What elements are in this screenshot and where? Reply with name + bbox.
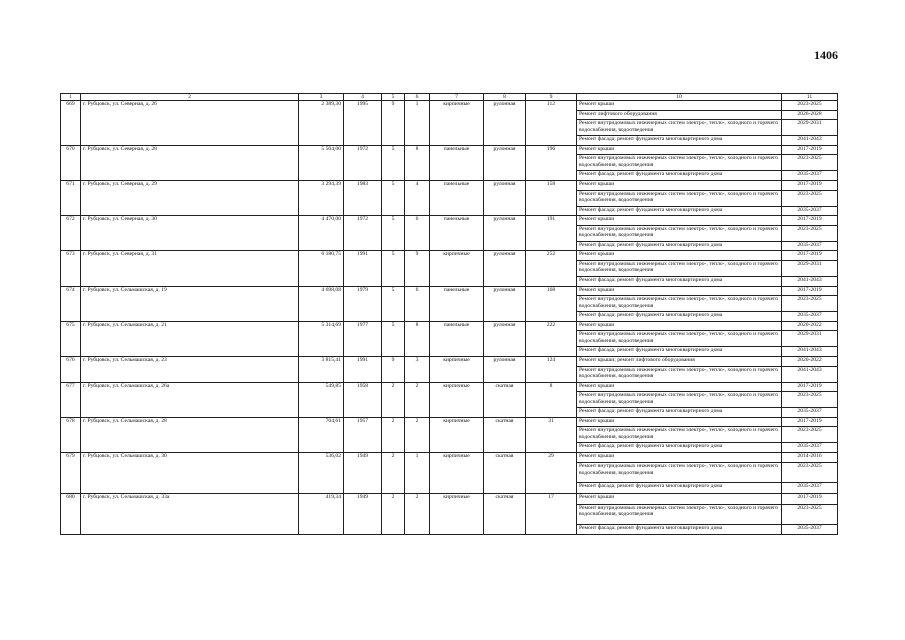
area-cell: 4 470,00: [299, 216, 344, 251]
area-cell: 2 389,30: [299, 101, 344, 146]
walls-cell: кирпичные: [430, 101, 484, 146]
table-body: [61, 94, 838, 535]
work-type-cell: Ремонт крыши: [577, 216, 782, 226]
work-type-cell: Ремонт фасада; ремонт фундамента многоквартирного дома: [577, 241, 782, 251]
table-row: [61, 180, 838, 190]
work-type-cell: Ремонт фасада; ремонт фундамента многоквартирного дома: [577, 483, 782, 494]
period-cell: 2023-2025: [782, 504, 838, 524]
work-type-cell: Ремонт внутридомовых инженерных систем электро-, тепло-, холодного и горячего водоснабжения, водоотведения: [577, 366, 782, 382]
table-row: [61, 251, 838, 261]
header-row: [61, 94, 838, 101]
year-cell: 1995: [344, 101, 382, 146]
period-cell: 2035-2037: [782, 206, 838, 216]
walls-cell: панельные: [430, 321, 484, 356]
work-type-cell: Ремонт крыши: [577, 251, 782, 261]
row-number: 669: [61, 101, 81, 146]
work-type-cell: Ремонт внутридомовых инженерных систем электро-, тепло-, холодного и горячего водоснабжения, водоотведения: [577, 260, 782, 276]
roof-cell: скатная: [484, 452, 526, 493]
work-type-cell: Ремонт крыши: [577, 145, 782, 155]
residents-cell: 124: [526, 356, 577, 382]
floors-cell: 9: [382, 356, 405, 382]
period-cell: 2017-2019: [782, 494, 838, 505]
residents-cell: 196: [526, 145, 577, 180]
floors-cell: 5: [382, 145, 405, 180]
work-type-cell: Ремонт крыши: [577, 286, 782, 296]
header-cell: 3: [299, 94, 344, 101]
work-type-cell: Ремонт крыши: [577, 452, 782, 463]
roof-cell: рулонная: [484, 356, 526, 382]
work-type-cell: Ремонт крыши: [577, 321, 782, 331]
row-number: 676: [61, 356, 81, 382]
period-cell: 2017-2019: [782, 216, 838, 226]
period-cell: 2017-2019: [782, 417, 838, 427]
table-row: [61, 452, 838, 463]
row-number: 670: [61, 145, 81, 180]
work-type-cell: Ремонт фасада; ремонт фундамента многоквартирного дома: [577, 206, 782, 216]
walls-cell: кирпичные: [430, 417, 484, 452]
period-cell: 2029-2031: [782, 260, 838, 276]
work-type-cell: Ремонт крыши: [577, 417, 782, 427]
period-cell: 2020-2022: [782, 356, 838, 366]
residents-cell: 29: [526, 452, 577, 493]
address-cell: г. Рубцовск, ул. Северная, д. 31: [81, 251, 299, 286]
row-number: 673: [61, 251, 81, 286]
work-type-cell: Ремонт фасада; ремонт фундамента многоквартирного дома: [577, 136, 782, 146]
entrances-cell: 1: [405, 452, 430, 493]
area-cell: 3 815,41: [299, 356, 344, 382]
floors-cell: 2: [382, 382, 405, 417]
capital-repair-table: [60, 93, 838, 535]
period-cell: 2035-2037: [782, 524, 838, 535]
year-cell: 1983: [344, 180, 382, 215]
period-cell: 2023-2025: [782, 296, 838, 312]
row-number: 671: [61, 180, 81, 215]
period-cell: 2017-2019: [782, 286, 838, 296]
area-cell: 549,85: [299, 382, 344, 417]
period-cell: 2017-2019: [782, 180, 838, 190]
year-cell: 1949: [344, 452, 382, 493]
work-type-cell: Ремонт внутридомовых инженерных систем электро-, тепло-, холодного и горячего водоснабжения, водоотведения: [577, 463, 782, 483]
period-cell: 2023-2025: [782, 427, 838, 443]
page-number: 1406: [814, 48, 838, 62]
work-type-cell: Ремонт крыши; ремонт лифтового оборудования: [577, 356, 782, 366]
period-cell: 2014-2016: [782, 452, 838, 463]
work-type-cell: Ремонт фасада; ремонт фундамента многоквартирного дома: [577, 312, 782, 322]
work-type-cell: Ремонт внутридомовых инженерных систем электро-, тепло-, холодного и горячего водоснабжения, водоотведения: [577, 427, 782, 443]
address-cell: г. Рубцовск, ул. Сельмашская, д. 23: [81, 356, 299, 382]
work-type-cell: Ремонт крыши: [577, 180, 782, 190]
work-type-cell: Ремонт внутридомовых инженерных систем электро-, тепло-, холодного и горячего водоснабжения, водоотведения: [577, 504, 782, 524]
area-cell: 3 294,39: [299, 180, 344, 215]
entrances-cell: 9: [405, 251, 430, 286]
floors-cell: 2: [382, 452, 405, 493]
roof-cell: скатная: [484, 382, 526, 417]
year-cell: 1957: [344, 417, 382, 452]
period-cell: 2023-2025: [782, 190, 838, 206]
roof-cell: рулонная: [484, 180, 526, 215]
entrances-cell: 3: [405, 356, 430, 382]
table-row: [61, 356, 838, 366]
floors-cell: 2: [382, 494, 405, 535]
address-cell: г. Рубцовск, ул. Сельмашская, д. 28: [81, 417, 299, 452]
period-cell: 2041-2043: [782, 276, 838, 286]
entrances-cell: 8: [405, 145, 430, 180]
table-row: [61, 494, 838, 505]
entrances-cell: 2: [405, 382, 430, 417]
entrances-cell: 8: [405, 321, 430, 356]
work-type-cell: Ремонт фасада; ремонт фундамента многоквартирного дома: [577, 171, 782, 181]
area-cell: 536,02: [299, 452, 344, 493]
work-type-cell: Ремонт внутридомовых инженерных систем электро-, тепло-, холодного и горячего водоснабжения, водоотведения: [577, 392, 782, 408]
period-cell: 2035-2037: [782, 483, 838, 494]
header-cell: 8: [484, 94, 526, 101]
roof-cell: рулонная: [484, 216, 526, 251]
work-type-cell: Ремонт фасада; ремонт фундамента многоквартирного дома: [577, 276, 782, 286]
address-cell: г. Рубцовск, ул. Сельмашская, д. 19: [81, 286, 299, 321]
year-cell: 1972: [344, 216, 382, 251]
residents-cell: 222: [526, 321, 577, 356]
year-cell: 1958: [344, 382, 382, 417]
work-type-cell: Ремонт внутридомовых инженерных систем электро-, тепло-, холодного и горячего водоснабжения, водоотведения: [577, 296, 782, 312]
roof-cell: скатная: [484, 494, 526, 535]
header-cell: 1: [61, 94, 81, 101]
header-cell: 5: [382, 94, 405, 101]
period-cell: 2023-2025: [782, 225, 838, 241]
work-type-cell: Ремонт внутридомовых инженерных систем электро-, тепло-, холодного и горячего водоснабжения, водоотведения: [577, 155, 782, 171]
floors-cell: 5: [382, 321, 405, 356]
address-cell: г. Рубцовск, ул. Сельмашская, д. 33а: [81, 494, 299, 535]
area-cell: 704,61: [299, 417, 344, 452]
table-row: [61, 417, 838, 427]
header-cell: 4: [344, 94, 382, 101]
address-cell: г. Рубцовск, ул. Северная, д. 30: [81, 216, 299, 251]
address-cell: г. Рубцовск, ул. Сельмашская, д. 26а: [81, 382, 299, 417]
roof-cell: скатная: [484, 417, 526, 452]
row-number: 677: [61, 382, 81, 417]
roof-cell: рулонная: [484, 321, 526, 356]
walls-cell: панельные: [430, 216, 484, 251]
floors-cell: 5: [382, 216, 405, 251]
residents-cell: 168: [526, 286, 577, 321]
row-number: 675: [61, 321, 81, 356]
walls-cell: кирпичные: [430, 494, 484, 535]
period-cell: 2041-2043: [782, 366, 838, 382]
period-cell: 2029-2031: [782, 331, 838, 347]
header-cell: 7: [430, 94, 484, 101]
area-cell: 5 314,69: [299, 321, 344, 356]
row-number: 678: [61, 417, 81, 452]
header-cell: 9: [526, 94, 577, 101]
row-number: 680: [61, 494, 81, 535]
walls-cell: кирпичные: [430, 452, 484, 493]
period-cell: 2023-2025: [782, 155, 838, 171]
period-cell: 2035-2037: [782, 443, 838, 453]
period-cell: 2041-2043: [782, 347, 838, 357]
table-row: [61, 101, 838, 111]
year-cell: 1949: [344, 494, 382, 535]
period-cell: 2026-2028: [782, 110, 838, 120]
year-cell: 1991: [344, 356, 382, 382]
header-cell: 2: [81, 94, 299, 101]
residents-cell: 31: [526, 417, 577, 452]
address-cell: г. Рубцовск, ул. Северная, д. 28: [81, 145, 299, 180]
period-cell: 2017-2019: [782, 251, 838, 261]
walls-cell: кирпичные: [430, 382, 484, 417]
area-cell: 6 180,75: [299, 251, 344, 286]
entrances-cell: 1: [405, 101, 430, 146]
period-cell: 2017-2019: [782, 382, 838, 392]
period-cell: 2029-2031: [782, 120, 838, 136]
period-cell: 2035-2037: [782, 171, 838, 181]
work-type-cell: Ремонт внутридомовых инженерных систем электро-, тепло-, холодного и горячего водоснабжения, водоотведения: [577, 190, 782, 206]
residents-cell: 112: [526, 101, 577, 146]
residents-cell: 8: [526, 382, 577, 417]
table-row: [61, 286, 838, 296]
residents-cell: 252: [526, 251, 577, 286]
row-number: 674: [61, 286, 81, 321]
work-type-cell: Ремонт фасада; ремонт фундамента многоквартирного дома: [577, 347, 782, 357]
work-type-cell: Ремонт фасада; ремонт фундамента многоквартирного дома: [577, 524, 782, 535]
year-cell: 1972: [344, 145, 382, 180]
floors-cell: 9: [382, 101, 405, 146]
period-cell: 2041-2043: [782, 136, 838, 146]
period-cell: 2023-2025: [782, 392, 838, 408]
work-type-cell: Ремонт внутридомовых инженерных систем электро-, тепло-, холодного и горячего водоснабжения, водоотведения: [577, 331, 782, 347]
roof-cell: рулонная: [484, 286, 526, 321]
area-cell: 419,34: [299, 494, 344, 535]
work-type-cell: Ремонт крыши: [577, 494, 782, 505]
entrances-cell: 2: [405, 494, 430, 535]
walls-cell: панельные: [430, 145, 484, 180]
floors-cell: 5: [382, 286, 405, 321]
floors-cell: 5: [382, 251, 405, 286]
period-cell: 2035-2037: [782, 241, 838, 251]
floors-cell: 5: [382, 180, 405, 215]
work-type-cell: Ремонт фасада; ремонт фундамента многоквартирного дома: [577, 408, 782, 418]
year-cell: 1977: [344, 321, 382, 356]
entrances-cell: 2: [405, 417, 430, 452]
work-type-cell: Ремонт внутридомовых инженерных систем электро-, тепло-, холодного и горячего водоснабжения, водоотведения: [577, 120, 782, 136]
table-row: [61, 145, 838, 155]
period-cell: 2020-2022: [782, 321, 838, 331]
header-cell: 6: [405, 94, 430, 101]
period-cell: 2035-2037: [782, 312, 838, 322]
address-cell: г. Рубцовск, ул. Северная, д. 26: [81, 101, 299, 146]
walls-cell: панельные: [430, 286, 484, 321]
entrances-cell: 6: [405, 286, 430, 321]
work-type-cell: Ремонт лифтового оборудования: [577, 110, 782, 120]
table-row: [61, 382, 838, 392]
work-type-cell: Ремонт крыши: [577, 101, 782, 111]
header-cell: 11: [782, 94, 838, 101]
residents-cell: 158: [526, 180, 577, 215]
year-cell: 1991: [344, 251, 382, 286]
roof-cell: рулонная: [484, 145, 526, 180]
year-cell: 1979: [344, 286, 382, 321]
work-type-cell: Ремонт внутридомовых инженерных систем электро-, тепло-, холодного и горячего водоснабжения, водоотведения: [577, 225, 782, 241]
roof-cell: рулонная: [484, 251, 526, 286]
address-cell: г. Рубцовск, ул. Северная, д. 29: [81, 180, 299, 215]
table-row: [61, 321, 838, 331]
area-cell: 5 504,00: [299, 145, 344, 180]
header-cell: 10: [577, 94, 782, 101]
area-cell: 4 698,08: [299, 286, 344, 321]
entrances-cell: 4: [405, 180, 430, 215]
entrances-cell: 6: [405, 216, 430, 251]
address-cell: г. Рубцовск, ул. Сельмашская, д. 21: [81, 321, 299, 356]
floors-cell: 2: [382, 417, 405, 452]
period-cell: 2023-2025: [782, 463, 838, 483]
row-number: 679: [61, 452, 81, 493]
row-number: 672: [61, 216, 81, 251]
work-type-cell: Ремонт фасада; ремонт фундамента многоквартирного дома: [577, 443, 782, 453]
period-cell: 2035-2037: [782, 408, 838, 418]
work-type-cell: Ремонт крыши: [577, 382, 782, 392]
period-cell: 2023-2025: [782, 101, 838, 111]
walls-cell: кирпичные: [430, 356, 484, 382]
walls-cell: панельные: [430, 180, 484, 215]
table-row: [61, 216, 838, 226]
period-cell: 2017-2019: [782, 145, 838, 155]
address-cell: г. Рубцовск, ул. Сельмашская, д. 30: [81, 452, 299, 493]
walls-cell: кирпичные: [430, 251, 484, 286]
residents-cell: 17: [526, 494, 577, 535]
roof-cell: рулонная: [484, 101, 526, 146]
residents-cell: 191: [526, 216, 577, 251]
